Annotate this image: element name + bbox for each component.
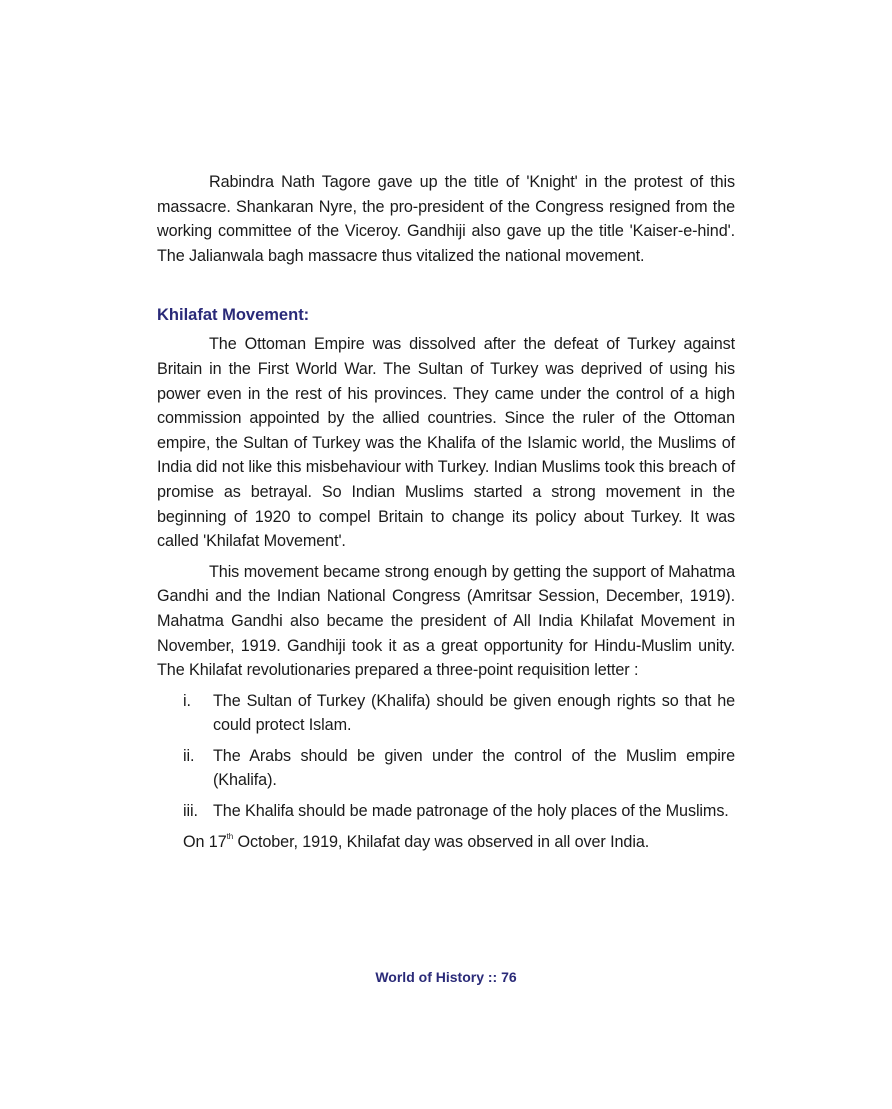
page-footer: World of History :: 76 xyxy=(375,969,517,985)
list-item-text: The Sultan of Turkey (Khalifa) should be given enough rights so that he could protect Islam. xyxy=(213,691,735,735)
list-item-text: The Khalifa should be made patronage of the holy places of the Muslims. xyxy=(213,802,729,821)
paragraph-support: This movement became strong enough by getting the support of Mahatma Gandhi and the Indian National Congress (Amritsar Session, December, 1919). Mahatma Gandhi also became the president of All India Khilafat Movement in November, 1919. Gandhiji took it as a great opportunity for Hindu-Muslim unity. The Khilafat revolutionaries prepared a three-point requisition letter : xyxy=(157,562,735,680)
section-heading-khilafat: Khilafat Movement: xyxy=(157,306,310,325)
list-marker: ii. xyxy=(183,746,195,765)
list-marker: iii. xyxy=(183,802,198,821)
list-item xyxy=(183,744,735,793)
paragraph-tagore: Rabindra Nath Tagore gave up the title of 'Knight' in the protest of this massacre. Shankaran Nyre, the pro-president of the Congress resigned from the working committee of the Viceroy. Gandhiji also gave up the title 'Kaiser-e-hind'. The Jalianwala bagh massacre thus vitalized the national movement. xyxy=(157,173,735,265)
list-item xyxy=(183,689,735,738)
requisition-list xyxy=(183,689,735,824)
list-marker: i. xyxy=(183,691,191,710)
list-item xyxy=(183,799,735,824)
closing-line xyxy=(183,830,735,855)
list-item-text: The Arabs should be given under the control of the Muslim empire (Khalifa). xyxy=(213,746,735,790)
closing-prefix: On 17 xyxy=(183,832,227,851)
page-content xyxy=(157,170,735,854)
closing-suffix: October, 1919, Khilafat day was observed in all over India. xyxy=(233,832,650,851)
paragraph-ottoman: The Ottoman Empire was dissolved after the defeat of Turkey against Britain in the First World War. The Sultan of Turkey was deprived of using his power even in the rest of his provinces. They came under the control of a high commission appointed by the allied countries. Since the ruler of the Ottoman empire, the Sultan of Turkey was the Khalifa of the Islamic world, the Muslims of India did not like this misbehaviour with Turkey. Indian Muslims took this breach of promise as betrayal. So Indian Muslims started a strong movement in the beginning of 1920 to compel Britain to change its policy about Turkey. It was called 'Khilafat Movement'. xyxy=(157,335,735,551)
ordinal-suffix: th xyxy=(226,831,234,841)
